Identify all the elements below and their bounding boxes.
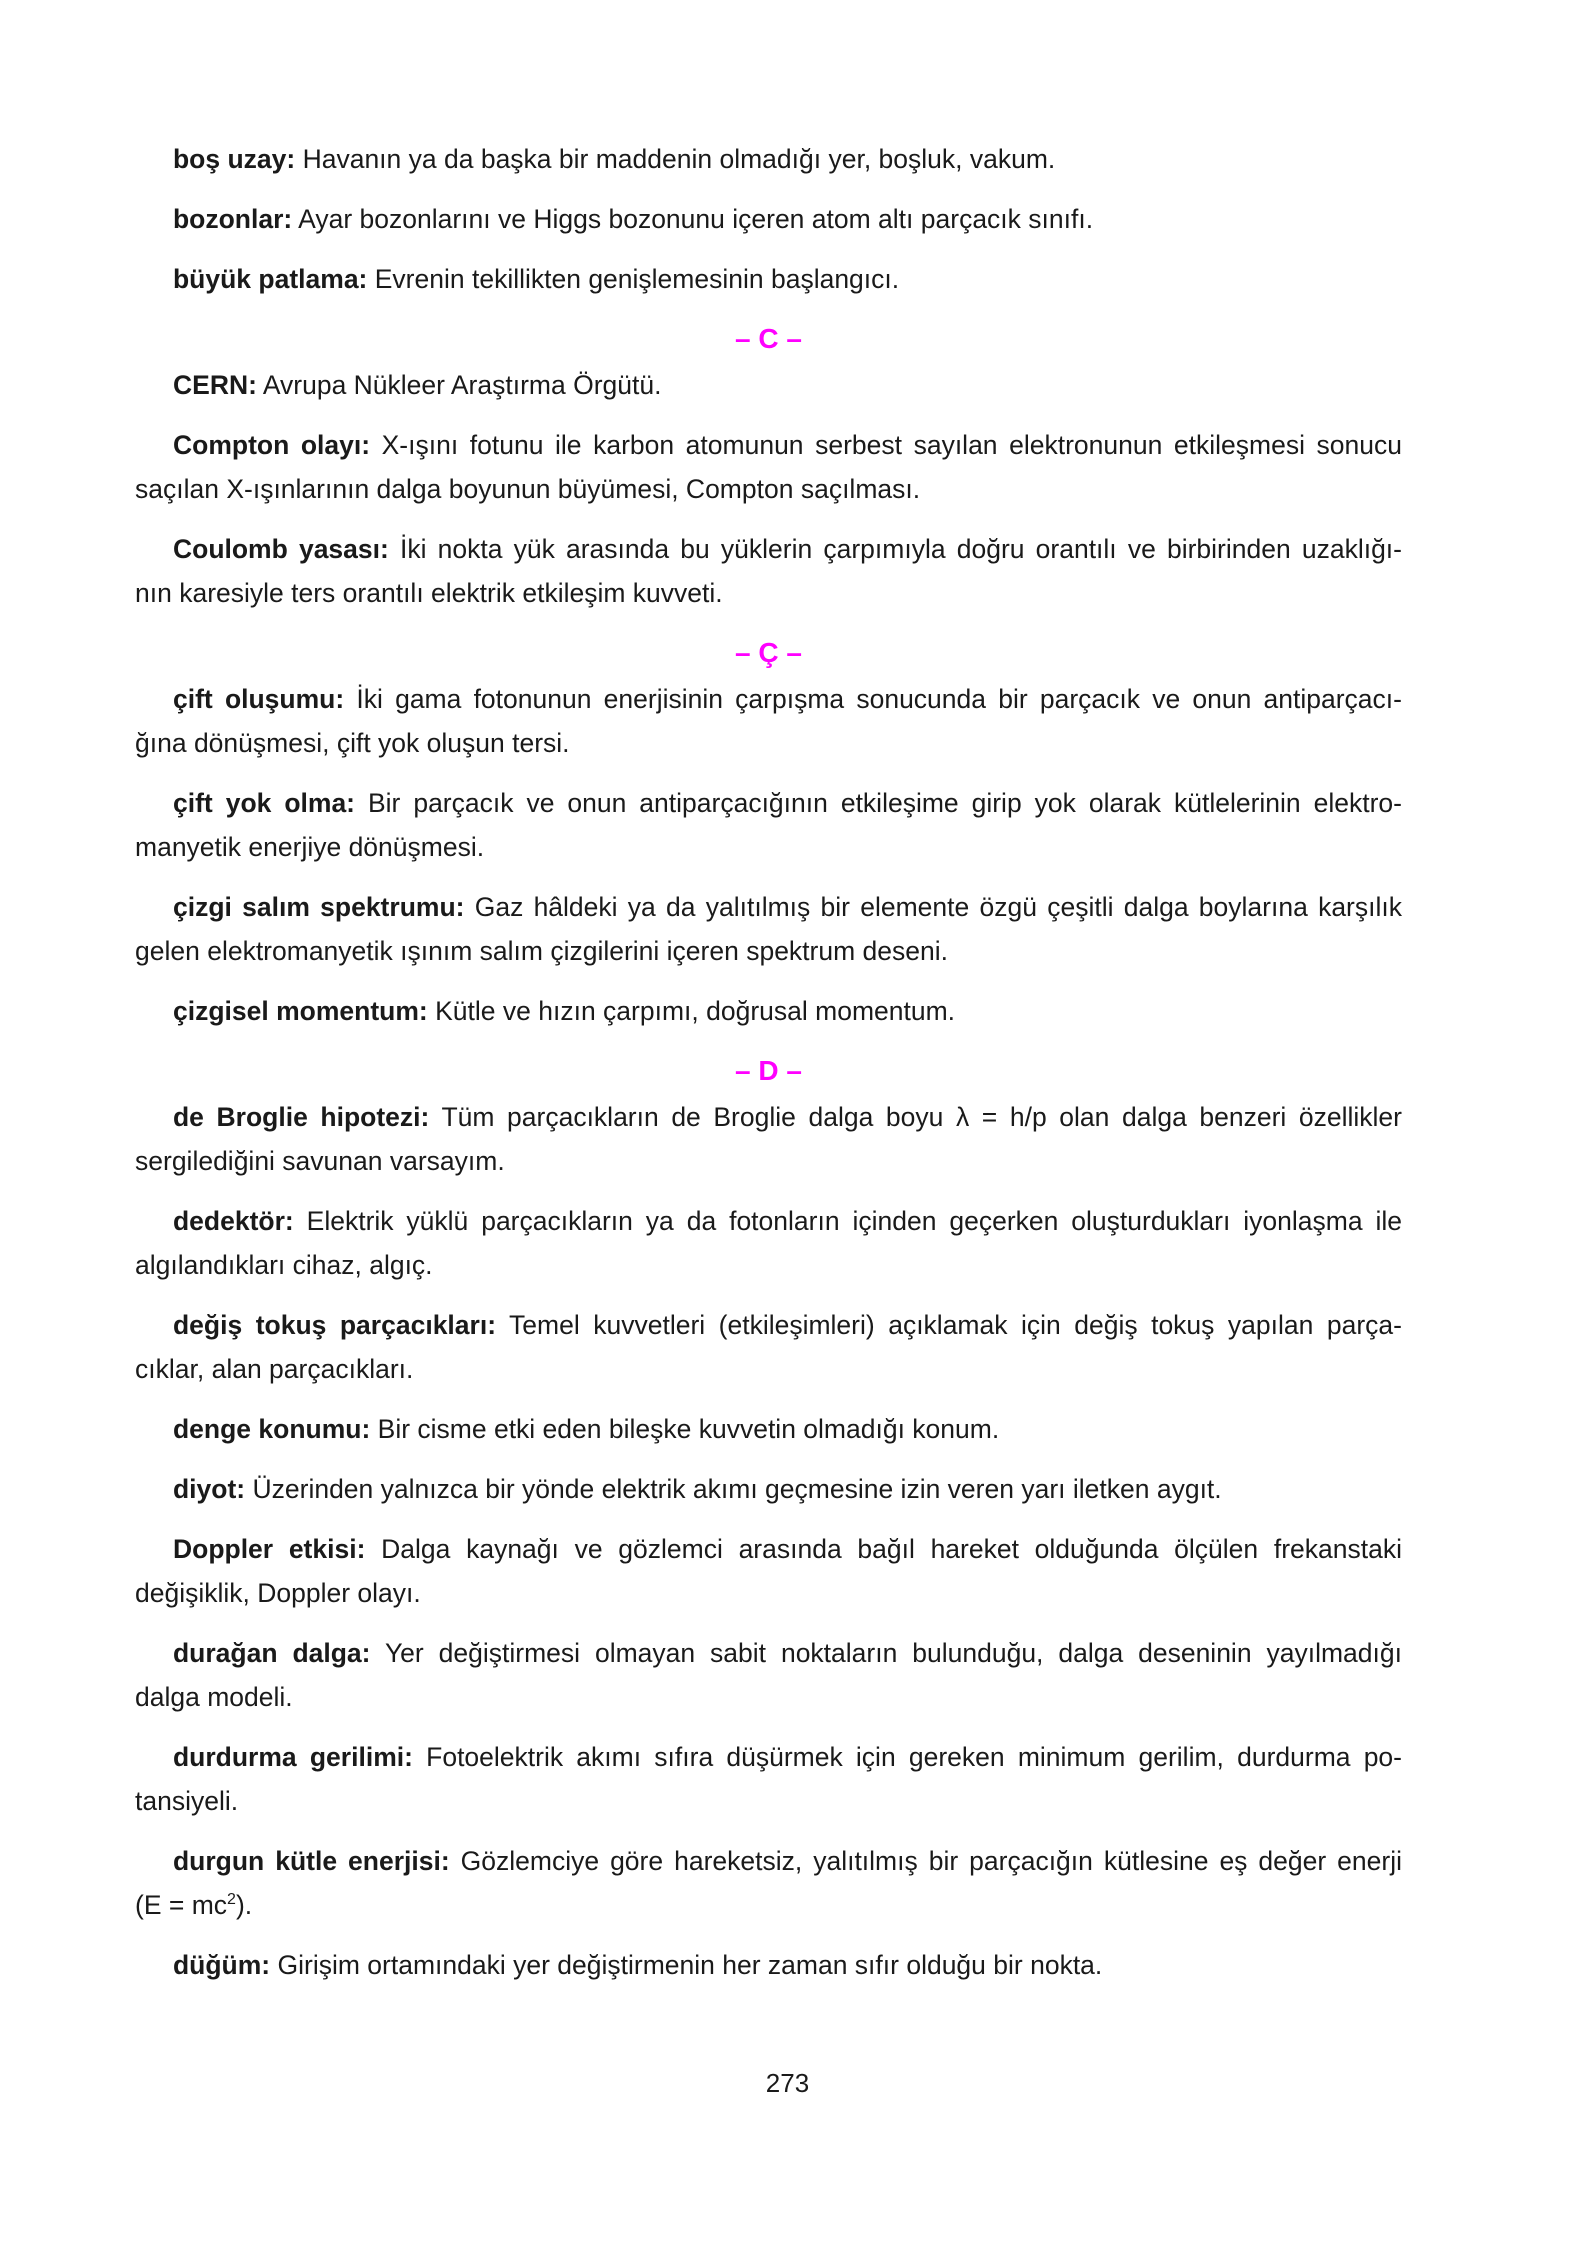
superscript: 2: [227, 1891, 236, 1909]
entry-definition: (E = mc: [135, 1890, 228, 1920]
entry-term: durdurma gerilimi:: [173, 1742, 413, 1772]
glossary-entry: [135, 1631, 1402, 1719]
glossary-entry: [135, 677, 1402, 765]
entry-line: [135, 197, 1402, 241]
entry-line: [135, 1779, 1402, 1823]
entry-line: [135, 1735, 1402, 1779]
entry-term: Coulomb yasası:: [173, 534, 389, 564]
entry-term: bozonlar:: [173, 204, 293, 234]
entry-term: durağan dalga:: [173, 1638, 371, 1668]
entry-definition-tail: ).: [235, 1890, 253, 1920]
glossary-entry: [135, 197, 1402, 241]
glossary-entry: [135, 423, 1402, 511]
entry-line: [135, 1675, 1402, 1719]
entry-term: durgun kütle enerjisi:: [173, 1846, 450, 1876]
entry-line: [135, 1095, 1402, 1139]
entry-line: [135, 989, 1402, 1033]
entry-line: [135, 137, 1402, 181]
entry-term: büyük patlama:: [173, 264, 368, 294]
entry-term: boş uzay:: [173, 144, 296, 174]
entry-line: [135, 1527, 1402, 1571]
entry-line: [135, 1347, 1402, 1391]
entry-definition: Gözlemciye göre hareketsiz, yalıtılmış bir parçacığın kütlesine eş değer enerji: [449, 1846, 1402, 1876]
entry-term: çizgi salım spektrumu:: [173, 892, 465, 922]
glossary-entry: [135, 1467, 1402, 1511]
entry-line: [135, 1631, 1402, 1675]
entry-definition: İki nokta yük arasında bu yüklerin çarpımıyla doğru orantılı ve birbirinden uzaklığı-: [388, 534, 1402, 564]
entry-line: [135, 527, 1402, 571]
glossary-entry: [135, 1839, 1402, 1927]
entry-line: [135, 1571, 1402, 1615]
entry-definition: sergilediğini savunan varsayım.: [135, 1146, 505, 1176]
entry-definition: Tüm parçacıkların de Broglie dalga boyu λ = h/p olan dalga benzeri özellikler: [429, 1102, 1402, 1132]
entry-term: çift yok olma:: [173, 788, 356, 818]
entry-definition: Ayar bozonlarını ve Higgs bozonunu içeren atom altı parçacık sınıfı.: [292, 204, 1094, 234]
entry-line: [135, 825, 1402, 869]
entry-line: [135, 1199, 1402, 1243]
entry-term: çizgisel momentum:: [173, 996, 428, 1026]
entry-definition: cıklar, alan parçacıkları.: [135, 1354, 414, 1384]
entry-line: [135, 363, 1402, 407]
entry-line: [135, 1883, 1402, 1927]
entry-definition: Havanın ya da başka bir maddenin olmadığı yer, boşluk, vakum.: [295, 144, 1056, 174]
entry-definition: X-ışını fotunu ile karbon atomunun serbest sayılan elektronunun etkileşmesi sonucu: [370, 430, 1402, 460]
glossary-entry: [135, 1943, 1402, 1987]
entry-definition: Avrupa Nükleer Araştırma Örgütü.: [256, 370, 662, 400]
entry-line: [135, 1943, 1402, 1987]
glossary-entry: [135, 257, 1402, 301]
entry-line: [135, 929, 1402, 973]
section-header: – C –: [735, 323, 802, 354]
section-header: – D –: [735, 1055, 802, 1086]
entry-definition: İki gama fotonunun enerjisinin çarpışma sonucunda bir parçacık ve onun antiparçacı-: [344, 684, 1402, 714]
glossary-entry: [135, 1407, 1402, 1451]
entry-definition: tansiyeli.: [135, 1786, 239, 1816]
glossary-entry: [135, 1303, 1402, 1391]
entry-definition: Yer değiştirmesi olmayan sabit noktaların bulunduğu, dalga deseninin yayılmadığı: [370, 1638, 1402, 1668]
entry-definition: Evrenin tekillikten genişlemesinin başlangıcı.: [367, 264, 900, 294]
entry-term: Compton olayı:: [173, 430, 371, 460]
entry-line: [135, 1243, 1402, 1287]
glossary-entry: [135, 885, 1402, 973]
entry-line: [135, 1407, 1402, 1451]
entry-line: [135, 677, 1402, 721]
section-header: – Ç –: [735, 637, 802, 668]
entry-definition: saçılan X-ışınlarının dalga boyunun büyümesi, Compton saçılması.: [135, 474, 921, 504]
entry-definition: Temel kuvvetleri (etkileşimleri) açıklamak için değiş tokuş yapılan parça-: [496, 1310, 1402, 1340]
entry-line: [135, 1467, 1402, 1511]
entry-term: çift oluşumu:: [173, 684, 345, 714]
entry-line: [135, 467, 1402, 511]
entry-definition: gelen elektromanyetik ışınım salım çizgilerini içeren spektrum deseni.: [135, 936, 948, 966]
glossary-entry: [135, 1527, 1402, 1615]
entry-definition: Elektrik yüklü parçacıkların ya da fotonların içinden geçerken oluşturdukları iyonlaşma ile: [293, 1206, 1402, 1236]
entry-line: [135, 571, 1402, 615]
entry-definition: Girişim ortamındaki yer değiştirmenin her zaman sıfır olduğu bir nokta.: [270, 1950, 1103, 1980]
entry-line: [135, 1303, 1402, 1347]
entry-definition: Üzerinden yalnızca bir yönde elektrik akımı geçmesine izin veren yarı iletken aygıt.: [245, 1474, 1222, 1504]
entry-definition: değişiklik, Doppler olayı.: [135, 1578, 421, 1608]
entry-term: diyot:: [173, 1474, 246, 1504]
glossary-entry: [135, 1199, 1402, 1287]
entry-definition: nın karesiyle ters orantılı elektrik etkileşim kuvveti.: [135, 578, 723, 608]
glossary-entry: [135, 1735, 1402, 1823]
glossary-entry: [135, 137, 1402, 181]
entry-definition: Bir parçacık ve onun antiparçacığının etkileşime girip yok olarak kütlelerinin elektro-: [355, 788, 1402, 818]
entry-definition: dalga modeli.: [135, 1682, 293, 1712]
entry-line: [135, 885, 1402, 929]
entry-line: [135, 1139, 1402, 1183]
entry-definition: Fotoelektrik akımı sıfıra düşürmek için gereken minimum gerilim, durdurma po-: [412, 1742, 1402, 1772]
entry-definition: Dalga kaynağı ve gözlemci arasında bağıl hareket olduğunda ölçülen frekanstaki: [365, 1534, 1402, 1564]
entry-line: [135, 1839, 1402, 1883]
entry-line: [135, 257, 1402, 301]
entry-definition: algılandıkları cihaz, algıç.: [135, 1250, 433, 1280]
entry-term: de Broglie hipotezi:: [173, 1102, 430, 1132]
entry-term: dedektör:: [173, 1206, 294, 1236]
entry-term: denge konumu:: [173, 1414, 371, 1444]
glossary-entry: [135, 1095, 1402, 1183]
glossary-entry: [135, 989, 1402, 1033]
entry-term: CERN:: [173, 370, 257, 400]
entry-definition: manyetik enerjiye dönüşmesi.: [135, 832, 485, 862]
entry-term: Doppler etkisi:: [173, 1534, 366, 1564]
entry-term: değiş tokuş parçacıkları:: [173, 1310, 497, 1340]
glossary-entry: [135, 781, 1402, 869]
page-number: 273: [765, 2068, 810, 2098]
entry-line: [135, 423, 1402, 467]
glossary-entry: [135, 527, 1402, 615]
entry-line: [135, 721, 1402, 765]
glossary-content: [135, 137, 1402, 2003]
glossary-entry: [135, 363, 1402, 407]
entry-definition: ğına dönüşmesi, çift yok oluşun tersi.: [135, 728, 570, 758]
entry-definition: Kütle ve hızın çarpımı, doğrusal momentum.: [427, 996, 956, 1026]
entry-definition: Gaz hâldeki ya da yalıtılmış bir elemente özgü çeşitli dalga boylarına karşılık: [464, 892, 1402, 922]
entry-definition: Bir cisme etki eden bileşke kuvvetin olmadığı konum.: [370, 1414, 1000, 1444]
entry-line: [135, 781, 1402, 825]
entry-term: düğüm:: [173, 1950, 271, 1980]
